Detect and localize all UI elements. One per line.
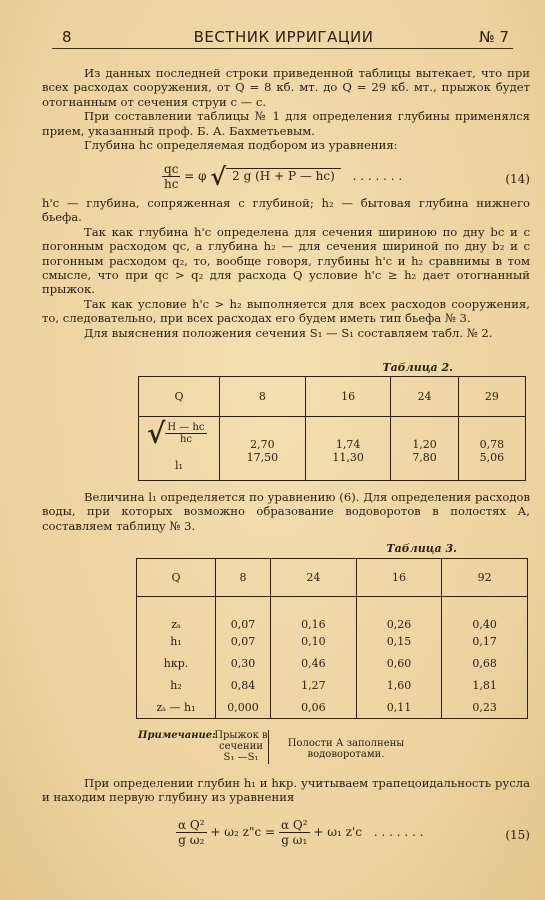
text-block-2 [42,196,530,340]
paragraph-2: При составлении таблицы № 1 для определения глубины применялся прием, указанный проф. Б. А. Бахметьевым. [42,109,530,138]
header-rule [52,48,513,49]
text-block-1 [42,66,530,152]
running-header [50,28,517,48]
eq15-dots: . . . . . . . [373,825,424,839]
table-cell: 0,84 [216,675,271,697]
table3-row-label: zₛ — h₁ [156,700,196,714]
table-row [137,597,528,631]
table2-row2-label: l₁ [175,458,183,472]
table3-note-jump: Прыжок в сечении S₁ —S₁ [214,730,268,763]
table-cell: 17,50 [220,451,306,481]
table2-caption: Таблица 2. [382,361,453,374]
radical-sign: √ [210,162,227,191]
eq14-dots: . . . . . . . [352,169,403,183]
table-row [137,697,528,719]
text-block-4 [42,776,530,805]
table3-note-cavities: Полости А заполнены водоворотами. [287,738,405,760]
table-3 [136,558,528,719]
table-cell: 0,15 [356,631,442,653]
table3-head-cell: Q [171,571,181,584]
table3-header-row [137,559,528,597]
eq14-radicand: 2 g (H + P — hс) [226,168,341,183]
table2-head-cell: Q [174,390,184,403]
table-cell: 5,06 [458,451,525,481]
table-cell: 1,74 [305,417,391,451]
eq14-phi: = φ [184,169,207,183]
issue-number: № 7 [479,28,509,46]
paragraph-8: Величина l₁ определяется по уравнению (6). Для определения расходов воды, при которых возможно образование водоворотов в полостях А, составляем таблицу № 3. [42,490,530,533]
table-cell: 0,60 [356,653,442,675]
table-cell: 0,78 [458,417,525,451]
eq15-num2: α Q² [280,818,308,832]
table-cell: 0,000 [216,697,271,719]
eq14-numerator: qс [162,162,180,177]
table-row [137,653,528,675]
table3-note-label: Примечание: [138,730,216,741]
radical-sign: √ [147,417,166,451]
table-2 [138,376,526,481]
table2-header-row [139,377,526,417]
table-cell: 0,11 [356,697,442,719]
table-row [139,417,526,451]
text-block-3 [42,490,530,533]
paragraph-9: При определении глубин h₁ и hкр. учитываем трапецоидальность русла и находим первую глубину из уравнения [42,776,530,805]
table-cell: 2,70 [220,417,306,451]
table2-head-cell: 24 [391,377,458,417]
table-cell: 0,26 [356,597,442,631]
table-cell: 0,16 [271,597,357,631]
table-cell: 7,80 [391,451,458,481]
table3-head-cell: 24 [271,559,357,597]
table2-row1-num: H — hс [167,422,205,434]
page-number: 8 [62,28,72,46]
table-cell: 11,30 [305,451,391,481]
equation-14 [162,162,530,191]
table-row [139,451,526,481]
journal-title: ВЕСТНИК ИРРИГАЦИИ [193,28,374,46]
table3-row-label: zₛ [171,617,181,631]
table-cell: 0,30 [216,653,271,675]
table-cell: 0,10 [271,631,357,653]
eq15-label: (15) [505,828,530,842]
table-cell: 0,40 [442,597,528,631]
table-cell: 0,07 [216,631,271,653]
table2-head-cell: 16 [305,377,391,417]
paragraph-6: Так как условие h'с > h₂ выполняется для всех расходов сооружения, то, следовательно, при всех расходах его будем иметь тип бьефа № 3. [42,296,530,326]
table3-row-label: h₁ [170,635,182,648]
table3-caption: Таблица 3. [386,542,457,555]
table3-row-label: hкр. [163,657,189,670]
table-row [137,631,528,653]
table3-head-cell: 92 [442,559,528,597]
table-cell: 1,60 [356,675,442,697]
table-cell: 0,46 [271,653,357,675]
table-cell: 0,23 [442,697,528,719]
table2-row1-den: hс [179,434,192,446]
table-cell: 1,20 [391,417,458,451]
eq15-den1: g ω₂ [178,833,205,847]
paragraph-3: Глубина hс определяемая подбором из уравнения: [84,138,398,153]
table3-head-cell: 8 [216,559,271,597]
paragraph-1: Из данных последней строки приведенной таблицы вытекает, что при всех расходах сооружения, от Q = 8 кб. мт. до Q = 29 кб. мт., прыжок будет отогнанным от сечения струи с — с. [42,66,530,109]
table-cell: 1,81 [442,675,528,697]
table-cell: 0,06 [271,697,357,719]
paragraph-5: Так как глубина h'с определена для сечения шириною по дну bс и с погонным расходом qс, а глубина h₂ — для сечения шириной по дну b₂ и с погонным расходом q₂, то, вообще говоря, глубины h'с и h₂ сравнимы в том смысле, что при qс > q₂ для расхода Q условие h'с ≥ h₂ дает отогнанный прыжок. [42,224,530,297]
table-cell: 1,27 [271,675,357,697]
table-row [137,675,528,697]
equation-15 [176,818,530,847]
eq15-den2: g ω₁ [281,833,308,847]
eq15-mid1: + ω₂ z"с = [210,825,276,839]
table2-head-cell: 29 [458,377,525,417]
table2-head-cell: 8 [220,377,306,417]
eq14-denominator: hс [164,177,179,191]
table3-head-cell: 16 [356,559,442,597]
table3-row-label: h₂ [170,679,182,692]
paragraph-4: h'с — глубина, сопряженная с глубиной; h₂ — бытовая глубина нижнего бьефа. [42,196,530,225]
eq15-num1: α Q² [178,818,205,832]
eq15-mid2: + ω₁ z'с [313,825,362,839]
eq14-label: (14) [505,172,530,186]
table-cell: 0,68 [442,653,528,675]
paragraph-7: Для выяснения положения сечения S₁ — S₁ составляем табл. № 2. [84,325,493,340]
table-cell: 0,07 [216,597,271,631]
table-cell: 0,17 [442,631,528,653]
table3-note-divider [268,730,269,764]
